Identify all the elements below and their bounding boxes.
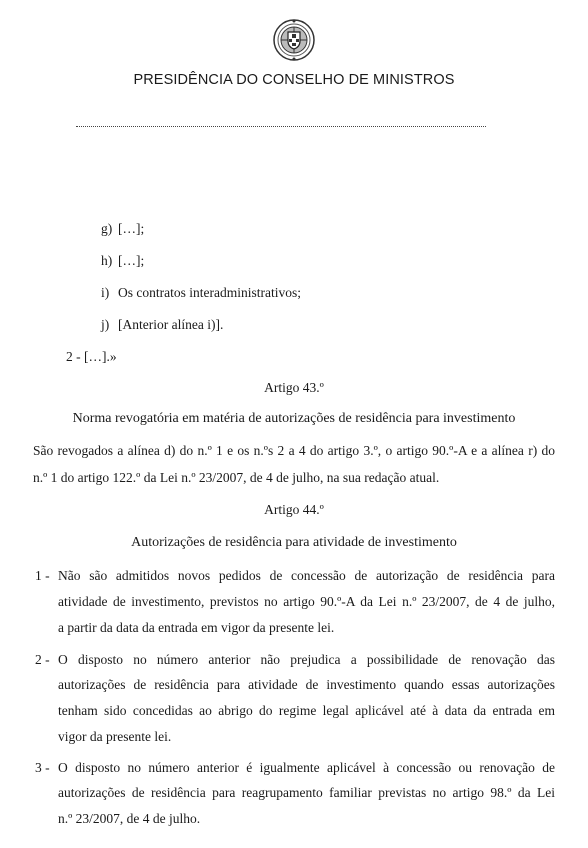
list-item-label-g: g) (101, 221, 113, 236)
list-item-label-j: j) (101, 317, 110, 332)
header-divider (76, 126, 486, 127)
paragraph-1-line-3: a partir da data da entrada em vigor da presente lei. (58, 620, 335, 635)
paragraph-3-line-1: O disposto no número anterior é igualmente aplicável à concessão ou renovação de (58, 760, 555, 775)
list-item-label-h: h) (101, 253, 113, 268)
article-43-heading: Artigo 43.º (264, 380, 324, 395)
list-item-text-g: […]; (118, 221, 145, 236)
paragraph-1-number: 1 - (35, 568, 50, 583)
paragraph-2-line-2: autorizações de residência para atividade de investimento quando essas autorizações (58, 677, 555, 692)
paragraph-2-line-4: vigor da presente lei. (58, 729, 172, 744)
article-43-title: Norma revogatória em matéria de autorizações de residência para investimento (72, 411, 516, 426)
paragraph-3-line-2: autorizações de residência para reagrupamento familiar previstas no artigo 98.º da Lei (58, 785, 555, 800)
article-43-line-1: São revogados a alínea d) do n.º 1 e os n.ºs 2 a 4 do artigo 3.º, o artigo 90.º-A e a alínea r) do (33, 443, 555, 458)
page-header-title: PRESIDÊNCIA DO CONSELHO DE MINISTROS (133, 72, 455, 88)
closing-item: 2 - […].» (66, 349, 117, 364)
paragraph-3-number: 3 - (35, 760, 50, 775)
coat-of-arms-emblem (272, 18, 316, 62)
article-44-heading: Artigo 44.º (264, 502, 324, 517)
paragraph-2-line-1: O disposto no número anterior não prejudica a possibilidade de renovação das (58, 652, 555, 667)
list-item-text-j: [Anterior alínea i)]. (118, 317, 224, 332)
paragraph-2-line-3: tenham sido concedidas ao abrigo do regime legal aplicável até à data da entrada em (58, 703, 555, 718)
article-43-line-2: n.º 1 do artigo 122.º da Lei n.º 23/2007, de 4 de julho, na sua redação atual. (33, 470, 440, 485)
paragraph-1-line-2: atividade de investimento, previstos no artigo 90.º-A da Lei n.º 23/2007, de 4 de julho, (58, 594, 555, 609)
list-item-text-i: Os contratos interadministrativos; (118, 285, 301, 300)
article-44-title: Autorizações de residência para atividade de investimento (131, 535, 457, 550)
list-item-label-i: i) (101, 285, 110, 300)
list-item-text-h: […]; (118, 253, 145, 268)
paragraph-3-line-3: n.º 23/2007, de 4 de julho. (58, 811, 201, 826)
paragraph-2-number: 2 - (35, 652, 50, 667)
paragraph-1-line-1: Não são admitidos novos pedidos de concessão de autorização de residência para (58, 568, 555, 583)
